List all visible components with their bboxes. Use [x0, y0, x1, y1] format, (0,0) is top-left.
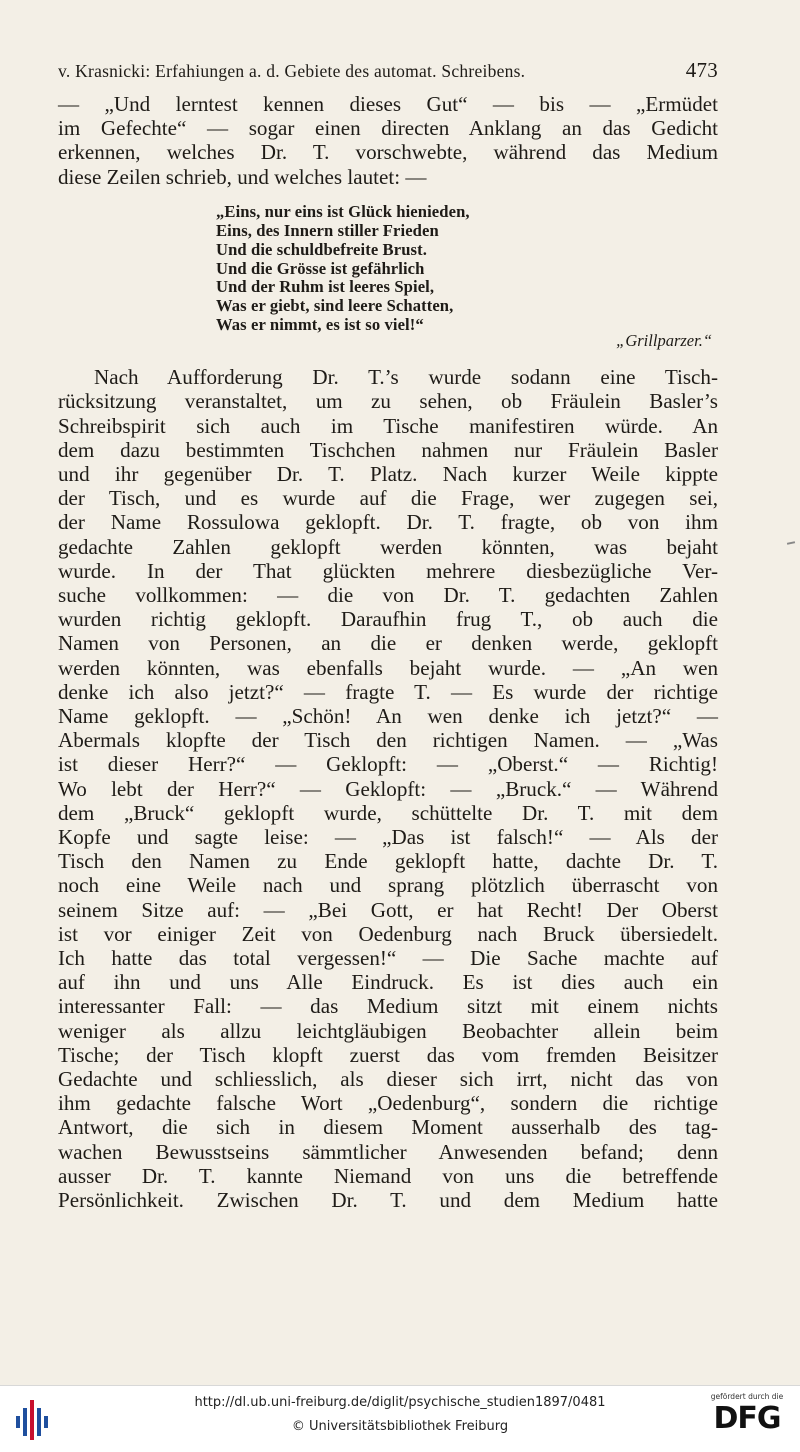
poem-line: „Eins, nur eins ist Glück hienieden,: [216, 201, 470, 221]
text-line: dem dazu bestimmten Tischchen nahmen nur Fräulein Basler: [58, 437, 718, 462]
scan-speck: [787, 541, 795, 545]
text-line: auf ihn und uns Alle Eindruck. Es ist dies auch ein: [58, 970, 718, 995]
text-line: Kopfe und sagte leise: — „Das ist falsch!“ — Als der: [58, 825, 718, 850]
text-line: Tisch den Namen zu Ende geklopft hatte, dachte Dr. T.: [58, 849, 718, 874]
text-line: Gedachte und schliesslich, als dieser sich irrt, nicht das von: [58, 1067, 718, 1092]
text-line: wurden richtig geklopft. Daraufhin frug T., ob auch die: [58, 607, 718, 632]
dfg-logo: [704, 1392, 790, 1446]
intro-paragraph: [58, 92, 718, 189]
text-line: denke ich also jetzt?“ — fragte T. — Es wurde der richtige: [58, 679, 718, 704]
text-line: Tische; der Tisch klopft zuerst das vom fremden Beisitzer: [58, 1042, 718, 1067]
running-header: [58, 58, 718, 92]
text-line: Persönlichkeit. Zwischen Dr. T. und dem Medium hatte: [58, 1188, 718, 1213]
text-line: noch eine Weile nach und sprang plötzlich überrascht von: [58, 873, 718, 898]
text-line: Name geklopft. — „Schön! An wen denke ich jetzt?“ —: [58, 704, 718, 728]
poem-line: Was er giebt, sind leere Schatten,: [216, 296, 454, 316]
text-line: dem „Bruck“ geklopft wurde, schüttelte Dr. T. mit dem: [58, 800, 718, 825]
poem-line: Und der Ruhm ist leeres Spiel,: [216, 277, 435, 297]
text-line: ist dieser Herr?“ — Geklopft: — „Oberst.“ — Richtig!: [58, 752, 718, 777]
text-line: wurde. In der That glückten mehrere diesbezügliche Ver-: [58, 558, 718, 583]
text-line: diese Zeilen schrieb, und welches lautet: —: [58, 164, 427, 189]
poem-line: Und die Grösse ist gefährlich: [216, 258, 425, 278]
text-line: und ihr gegenüber Dr. T. Platz. Nach kurzer Weile kippte: [58, 461, 718, 486]
text-line: der Tisch, und es wurde auf die Frage, wer zugegen sei,: [58, 486, 718, 511]
poem-signature: „Grillparzer.“: [616, 331, 712, 351]
poem-line: Eins, des Innern stiller Frieden: [216, 220, 439, 240]
text-line: weniger als allzu leichtgläubigen Beobachter allein beim: [58, 1018, 718, 1043]
copyright-notice: © Universitätsbibliothek Freiburg: [291, 1419, 509, 1434]
poem-line: Was er nimmt, es ist so viel!“: [216, 315, 424, 335]
footer-bar: [0, 1385, 800, 1452]
text-line: suche vollkommen: — die von Dr. T. gedachten Zahlen: [58, 582, 718, 607]
text-line: seinem Sitze auf: — „Bei Gott, er hat Recht! Der Oberst: [58, 897, 718, 922]
text-line: der Name Rossulowa geklopft. Dr. T. fragte, ob von ihm: [58, 510, 718, 535]
source-url[interactable]: http://dl.ub.uni-freiburg.de/diglit/psychische_studien1897/0481: [194, 1395, 606, 1410]
text-line: interessanter Fall: — das Medium sitzt mit einem nichts: [58, 994, 718, 1019]
poem-line: Und die schuldbefreite Brust.: [216, 239, 427, 259]
running-title: v. Krasnicki: Erfahiungen a. d. Gebiete des automat. Schreibens.: [58, 61, 526, 81]
page-content: [58, 58, 718, 1212]
text-line: — „Und lerntest kennen dieses Gut“ — bis — „Ermüdet: [58, 92, 718, 116]
text-line: ausser Dr. T. kannte Niemand von uns die betreffende: [58, 1163, 718, 1188]
text-line: Antwort, die sich in diesem Moment ausserhalb des tag-: [58, 1115, 718, 1140]
text-line: im Gefechte“ — sogar einen directen Anklang an das Gedicht: [58, 116, 718, 141]
poem-quote: [216, 203, 718, 335]
text-line: ist vor einiger Zeit von Oedenburg nach Bruck übersiedelt.: [58, 921, 718, 946]
dfg-tagline: gefördert durch die: [710, 1392, 784, 1401]
dfg-wordmark: DFG: [713, 1401, 781, 1436]
text-line: werden könnten, was ebenfalls bejaht wurde. — „An wen: [58, 655, 718, 680]
text-line: Ich hatte das total vergessen!“ — Die Sache machte auf: [58, 946, 718, 971]
text-line: Wo lebt der Herr?“ — Geklopft: — „Bruck.“ — Während: [58, 776, 718, 801]
body-paragraph: [58, 365, 718, 1212]
text-line: Nach Aufforderung Dr. T.’s wurde sodann eine Tisch-: [94, 365, 718, 390]
page-number: 473: [685, 58, 718, 82]
text-line: erkennen, welches Dr. T. vorschwebte, während das Medium: [58, 140, 718, 165]
text-line: ihm gedachte falsche Wort „Oedenburg“, sondern die richtige: [58, 1091, 718, 1116]
text-line: Abermals klopfte der Tisch den richtigen Namen. — „Was: [58, 728, 718, 753]
text-line: wachen Bewusstseins sämmtlicher Anwesenden befand; denn: [58, 1139, 718, 1164]
text-line: rücksitzung veranstaltet, um zu sehen, ob Fräulein Basler’s: [58, 389, 718, 414]
text-line: Namen von Personen, an die er denken werde, geklopft: [58, 631, 718, 656]
text-line: gedachte Zahlen geklopft werden könnten, was bejaht: [58, 534, 718, 559]
text-line: Schreibspirit sich auch im Tische manifestiren würde. An: [58, 413, 718, 438]
